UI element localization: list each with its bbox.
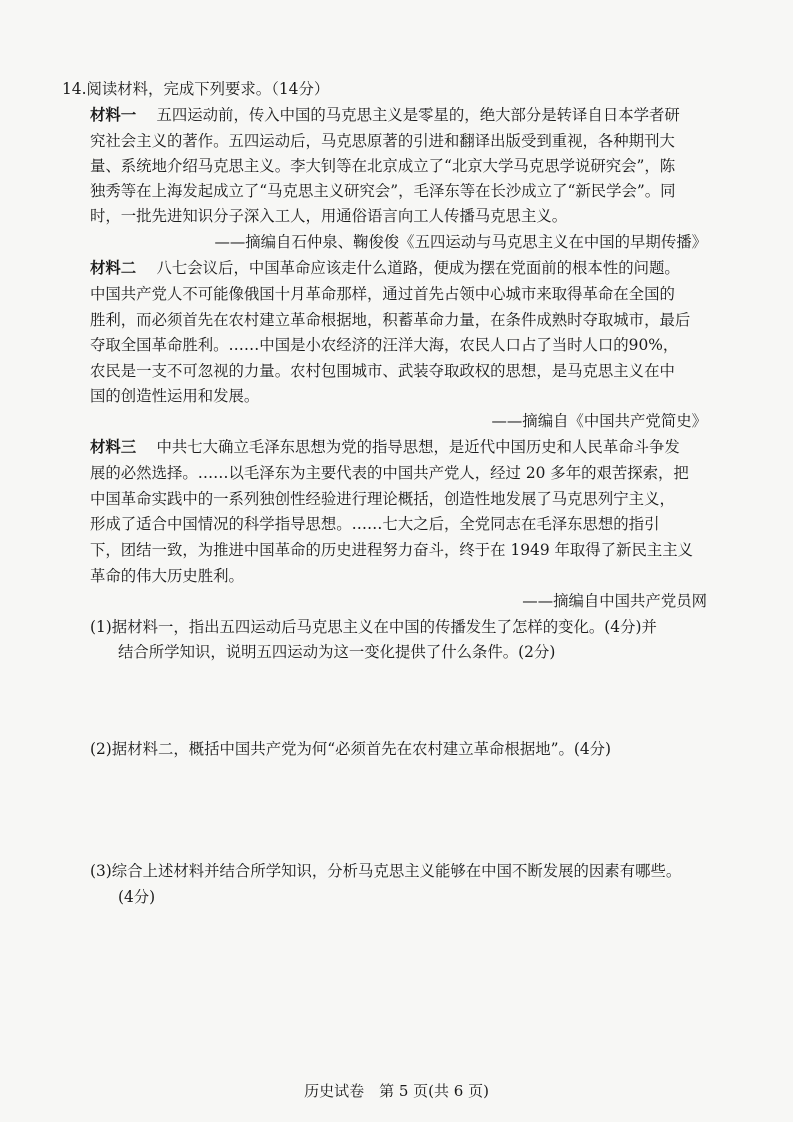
question-header (62, 78, 329, 100)
material1-label: 材料一 (90, 106, 137, 124)
material3-line-3: 中国革命实践中的一系列独创性经验进行理论概括，创造性地发展了马克思列宁主义， (90, 490, 675, 508)
material1-line-3: 量、系统地介绍马克思主义。李大钊等在北京成立了“北京大学马克思学说研究会”，陈 (90, 157, 676, 175)
subquestion-3-line-1: (3)综合上述材料并结合所学知识，分析马克思主义能够在中国不断发展的因素有哪些。 (90, 862, 682, 880)
material3-line-2: 展的必然选择。……以毛泽东为主要代表的中国共产党人，经过 20 多年的艰苦探索，把 (90, 464, 689, 482)
material3-line-4: 形成了适合中国情况的科学指导思想。……七大之后，全党同志在毛泽东思想的指引 (90, 515, 660, 533)
material3-source: ——摘编自中国共产党员网 (522, 592, 707, 610)
question-instruction: 阅读材料，完成下列要求。（14分） (86, 80, 330, 98)
material2-line-5: 农民是一支不可忽视的力量。农村包围城市、武装夺取政权的思想，是马克思主义在中 (90, 362, 675, 380)
material3-line-6: 革命的伟大历史胜利。 (90, 567, 244, 585)
material2-line-2: 中国共产党人不可能像俄国十月革命那样，通过首先占领中心城市来取得革命在全国的 (90, 285, 675, 303)
material2-line-4: 夺取全国革命胜利。……中国是小农经济的汪洋大海，农民人口占了当时人口的90%， (90, 336, 679, 354)
material3-line-1: 材料三 中共七大确立毛泽东思想为党的指导思想，是近代中国历史和人民革命斗争发 (90, 438, 680, 456)
material2-source: ——摘编自《中国共产党简史》 (491, 412, 707, 430)
subquestion-1-line-2: 结合所学知识，说明五四运动为这一变化提供了什么条件。(2分) (118, 643, 556, 661)
question-number: 14. (62, 80, 87, 98)
material2-line-1: 材料二 八七会议后，中国革命应该走什么道路，便成为摆在党面前的根本性的问题。 (90, 259, 680, 277)
page-footer: 历史试卷 第 5 页(共 6 页) (304, 1082, 489, 1100)
material2-label: 材料二 (90, 259, 137, 277)
material3-label: 材料三 (90, 438, 137, 456)
material2-line-6: 国的创造性运用和发展。 (90, 387, 260, 405)
subquestion-1-line-1: (1)据材料一，指出五四运动后马克思主义在中国的传播发生了怎样的变化。(4分)并 (90, 618, 657, 636)
material3-line-5: 下，团结一致，为推进中国革命的历史进程努力奋斗，终于在 1949 年取得了新民主主义 (90, 541, 694, 559)
subquestion-2: (2)据材料二，概括中国共产党为何“必须首先在农村建立革命根据地”。(4分) (90, 740, 612, 758)
material1-line-2: 究社会主义的著作。五四运动后，马克思原著的引进和翻译出版受到重视，各种期刊大 (90, 132, 675, 150)
material1-source: ——摘编自石仲泉、鞠俊俊《五四运动与马克思主义在中国的早期传播》 (214, 233, 707, 251)
subquestion-3-line-2: (4分) (118, 888, 156, 906)
material2-line-3: 胜利，而必须首先在农村建立革命根据地，积蓄革命力量，在条件成熟时夺取城市，最后 (90, 311, 691, 329)
material1-line-1: 材料一 五四运动前，传入中国的马克思主义是零星的，绝大部分是转译自日本学者研 (90, 106, 680, 124)
material1-line-4: 独秀等在上海发起成立了“马克思主义研究会”，毛泽东等在长沙成立了“新民学会”。同 (90, 182, 676, 200)
material1-line-5: 时，一批先进知识分子深入工人，用通俗语言向工人传播马克思主义。 (90, 207, 568, 225)
